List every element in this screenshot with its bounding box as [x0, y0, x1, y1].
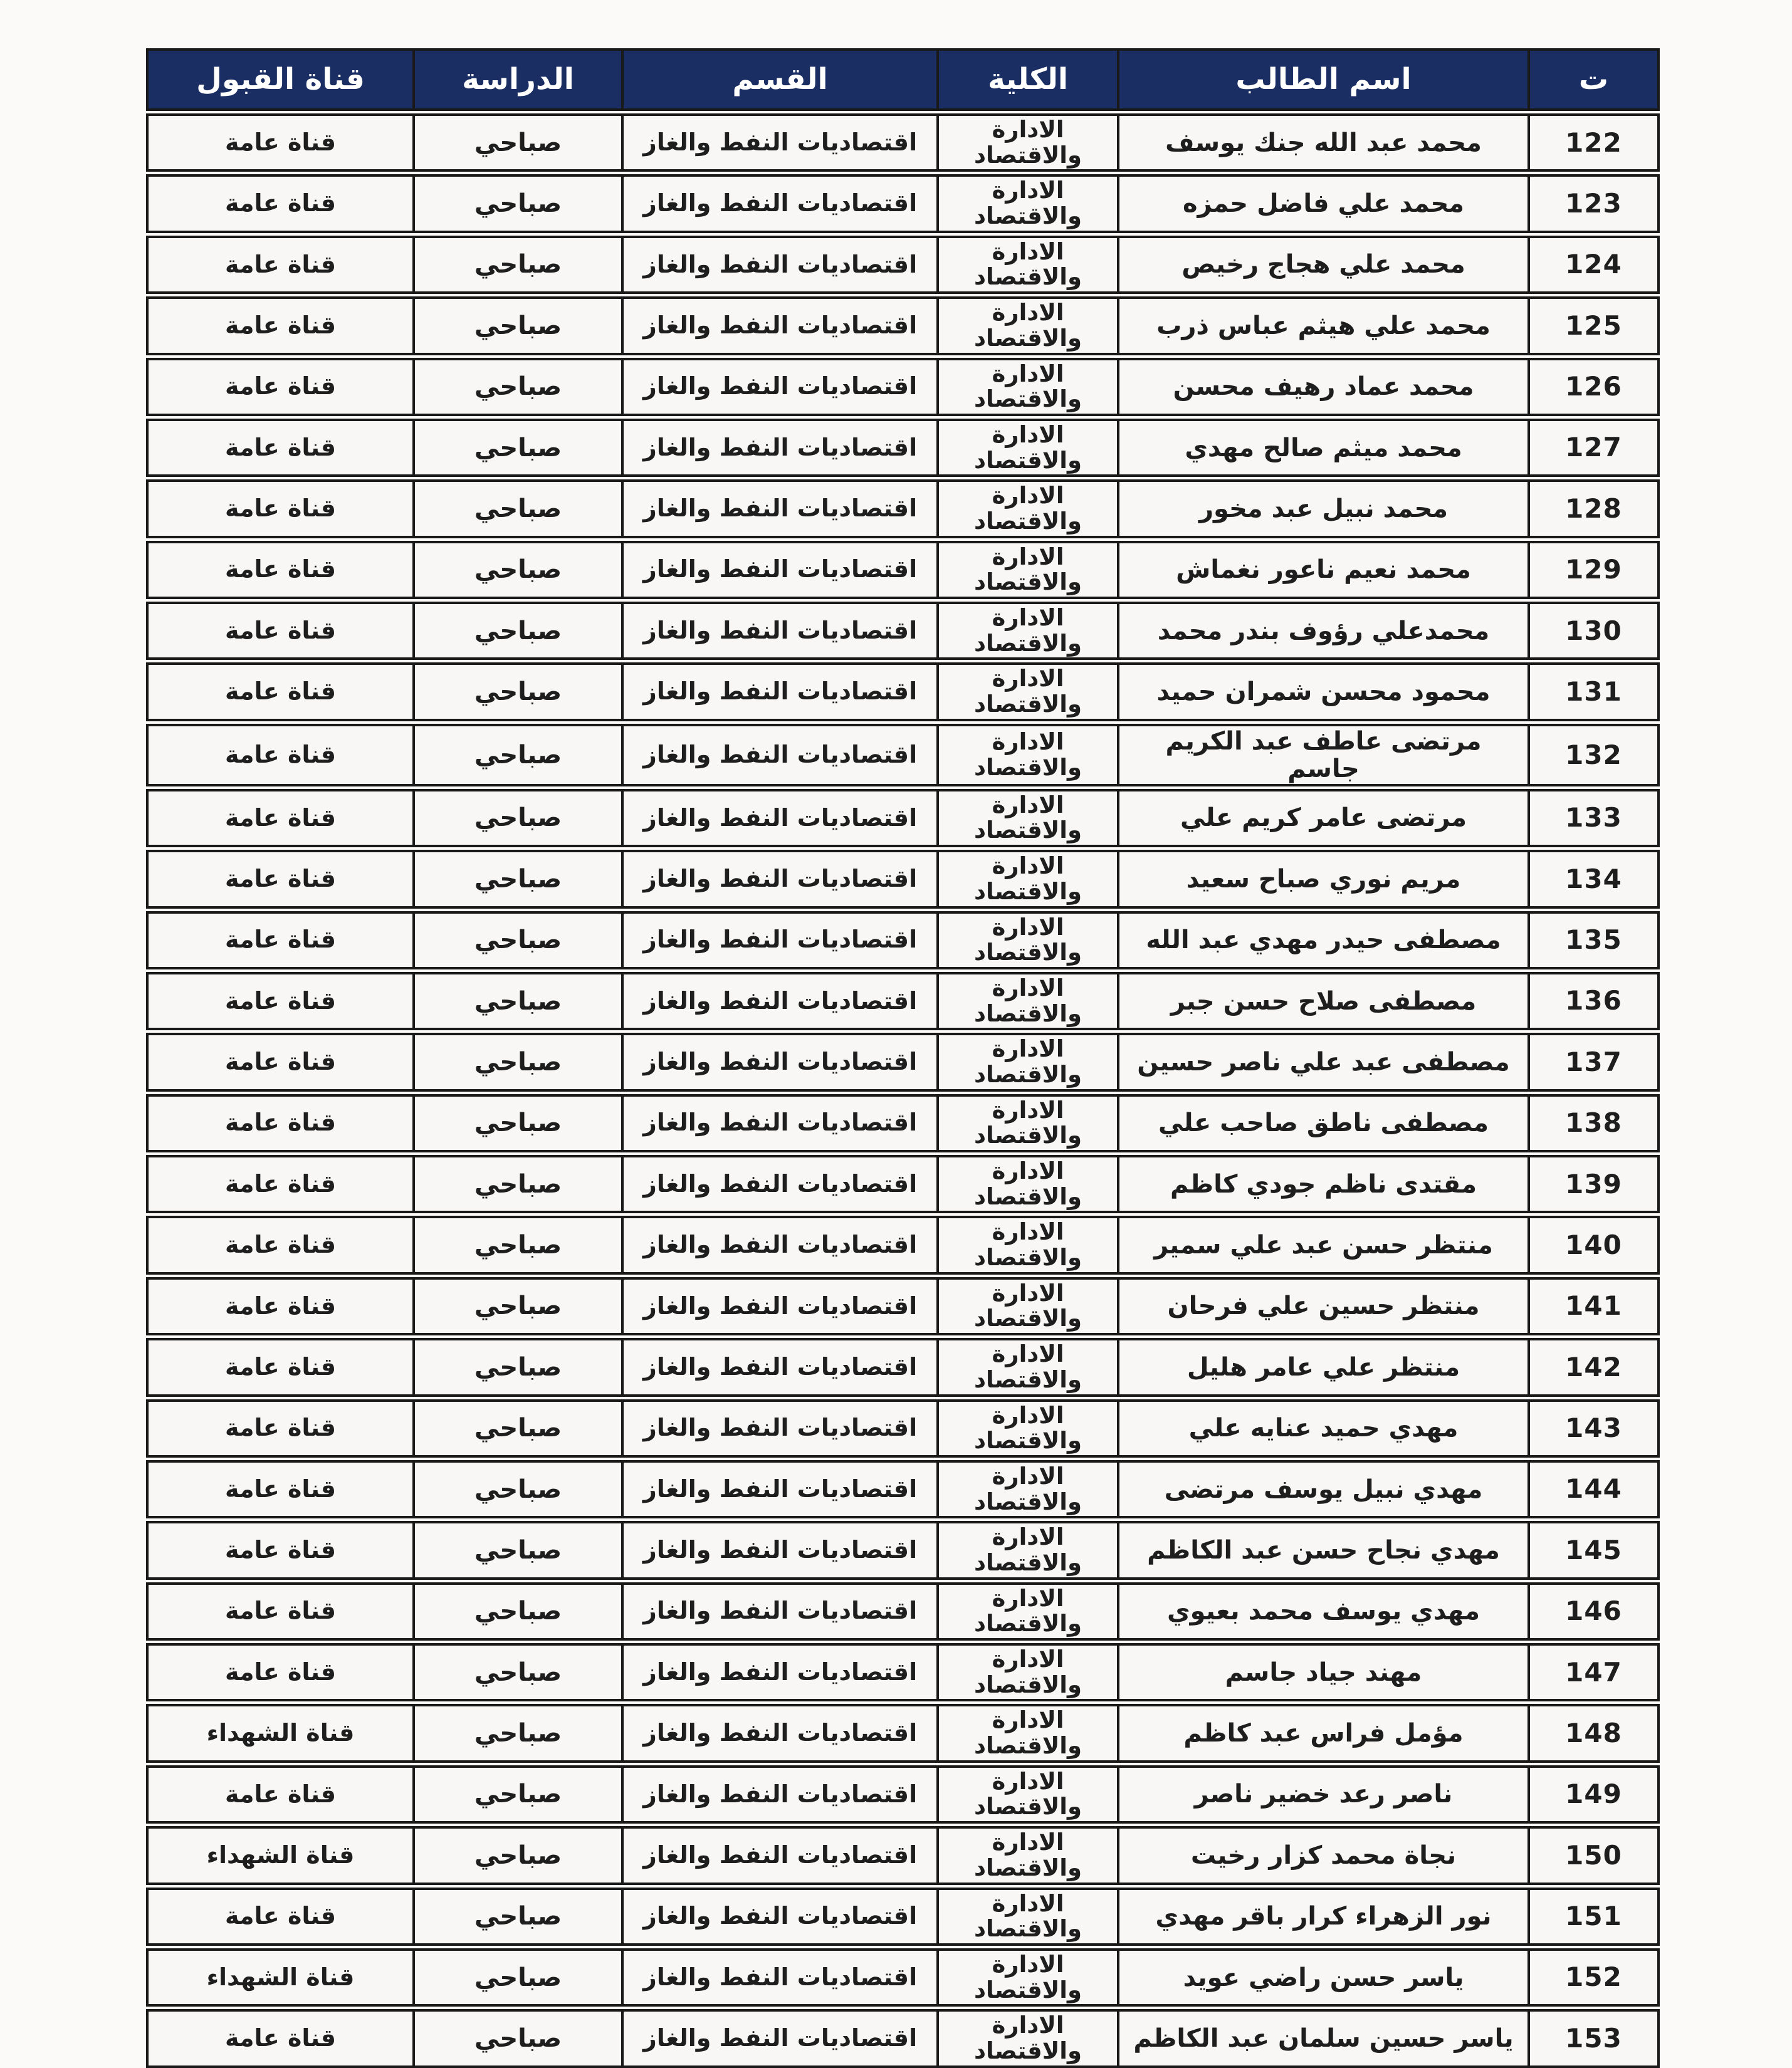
cell-college: الادارة والاقتصاد	[936, 1097, 1117, 1150]
cell-row-number: 132	[1527, 726, 1657, 784]
cell-student-name: مصطفى عبد علي ناصر حسين	[1117, 1035, 1527, 1089]
cell-college: الادارة والاقتصاد	[936, 1951, 1117, 2004]
cell-study-type: صباحي	[412, 974, 621, 1028]
cell-row-number: 150	[1527, 1829, 1657, 1882]
cell-admission-channel: قناة عامة	[224, 1658, 337, 1686]
cell-college: الادارة والاقتصاد	[936, 1585, 1117, 1638]
cell-college: الادارة والاقتصاد	[936, 116, 1117, 169]
cell-department: اقتصاديات النفط والغاز	[621, 665, 936, 718]
cell-department: اقتصاديات النفط والغاز	[621, 791, 936, 845]
cell-admission-channel: قناة عامة	[224, 1352, 337, 1381]
cell-admission-channel: قناة عامة	[224, 803, 337, 832]
cell-student-name: نجاة محمد كزار رخيت	[1117, 1829, 1527, 1882]
cell-student-name: محمد عبد الله جنك يوسف	[1117, 116, 1527, 169]
cell-department: اقتصاديات النفط والغاز	[621, 360, 936, 414]
header-cell-admission-channel: قناة القبول	[196, 62, 365, 97]
cell-row-number: 139	[1527, 1157, 1657, 1211]
cell-row-number: 140	[1527, 1218, 1657, 1272]
cell-row-number: 127	[1527, 421, 1657, 474]
cell-study-type: صباحي	[412, 1463, 621, 1516]
cell-row-number: 145	[1527, 1523, 1657, 1577]
cell-college: الادارة والاقتصاد	[936, 1340, 1117, 1394]
cell-college: الادارة والاقتصاد	[936, 1218, 1117, 1272]
cell-student-name: مهند جياد جاسم	[1117, 1646, 1527, 1699]
cell-row-number: 135	[1527, 914, 1657, 967]
table-row	[146, 1399, 1660, 1458]
cell-row-number: 125	[1527, 299, 1657, 352]
cell-department: اقتصاديات النفط والغاز	[621, 482, 936, 535]
table-row	[146, 1216, 1660, 1274]
cell-college: الادارة والاقتصاد	[936, 299, 1117, 352]
table-row	[146, 1948, 1660, 2007]
cell-admission-channel: قناة عامة	[224, 555, 337, 583]
table-row	[146, 1582, 1660, 1641]
cell-row-number: 141	[1527, 1280, 1657, 1333]
cell-study-type: صباحي	[412, 1218, 621, 1272]
cell-college: الادارة والاقتصاد	[936, 482, 1117, 535]
cell-department: اقتصاديات النفط والغاز	[621, 1585, 936, 1638]
cell-admission-channel: قناة عامة	[224, 372, 337, 400]
cell-admission-channel: قناة عامة	[224, 740, 337, 768]
cell-college: الادارة والاقتصاد	[936, 974, 1117, 1028]
cell-department: اقتصاديات النفط والغاز	[621, 2012, 936, 2065]
cell-admission-channel: قناة عامة	[224, 2024, 337, 2052]
cell-department: اقتصاديات النفط والغاز	[621, 238, 936, 291]
table-row	[146, 911, 1660, 969]
cell-study-type: صباحي	[412, 1646, 621, 1699]
table-row	[146, 1033, 1660, 1091]
table-row	[146, 1521, 1660, 1579]
table-row	[146, 296, 1660, 355]
cell-row-number: 147	[1527, 1646, 1657, 1699]
table-row	[146, 2009, 1660, 2067]
cell-student-name: منتظر حسين علي فرحان	[1117, 1280, 1527, 1333]
cell-college: الادارة والاقتصاد	[936, 177, 1117, 230]
cell-student-name: محمدعلي رؤوف بندر محمد	[1117, 604, 1527, 657]
cell-student-name: مصطفى صلاح حسن جبر	[1117, 974, 1527, 1028]
cell-college: الادارة والاقتصاد	[936, 604, 1117, 657]
table-row	[146, 1765, 1660, 1824]
cell-row-number: 122	[1527, 116, 1657, 169]
cell-row-number: 149	[1527, 1768, 1657, 1821]
cell-study-type: صباحي	[412, 791, 621, 845]
cell-admission-channel: قناة عامة	[224, 1536, 337, 1564]
cell-college: الادارة والاقتصاد	[936, 1523, 1117, 1577]
cell-department: اقتصاديات النفط والغاز	[621, 1340, 936, 1394]
cell-student-name: مهدي نبيل يوسف مرتضى	[1117, 1463, 1527, 1516]
cell-admission-channel: قناة عامة	[224, 128, 337, 156]
cell-admission-channel: قناة عامة	[224, 1475, 337, 1503]
cell-admission-channel: قناة عامة	[224, 986, 337, 1015]
cell-department: اقتصاديات النفط والغاز	[621, 116, 936, 169]
cell-admission-channel: قناة عامة	[224, 1414, 337, 1442]
cell-department: اقتصاديات النفط والغاز	[621, 974, 936, 1028]
cell-college: الادارة والاقتصاد	[936, 360, 1117, 414]
table-row	[146, 1826, 1660, 1884]
cell-student-name: مهدي حميد عنايه علي	[1117, 1402, 1527, 1455]
cell-college: الادارة والاقتصاد	[936, 1402, 1117, 1455]
cell-college: الادارة والاقتصاد	[936, 1646, 1117, 1699]
cell-department: اقتصاديات النفط والغاز	[621, 1097, 936, 1150]
cell-department: اقتصاديات النفط والغاز	[621, 1035, 936, 1089]
cell-department: اقتصاديات النفط والغاز	[621, 421, 936, 474]
cell-college: الادارة والاقتصاد	[936, 1035, 1117, 1089]
cell-department: اقتصاديات النفط والغاز	[621, 914, 936, 967]
cell-row-number: 129	[1527, 543, 1657, 597]
table-row	[146, 1704, 1660, 1762]
cell-department: اقتصاديات النفط والغاز	[621, 1218, 936, 1272]
cell-department: اقتصاديات النفط والغاز	[621, 1157, 936, 1211]
cell-college: الادارة والاقتصاد	[936, 543, 1117, 597]
cell-student-name: محمد نبيل عبد مخور	[1117, 482, 1527, 535]
cell-study-type: صباحي	[412, 543, 621, 597]
cell-college: الادارة والاقتصاد	[936, 852, 1117, 906]
students-admission-table	[146, 48, 1660, 2064]
cell-study-type: صباحي	[412, 1951, 621, 2004]
cell-study-type: صباحي	[412, 914, 621, 967]
cell-row-number: 134	[1527, 852, 1657, 906]
cell-admission-channel: قناة الشهداء	[206, 1841, 355, 1869]
cell-admission-channel: قناة عامة	[224, 616, 337, 644]
table-row	[146, 1643, 1660, 1701]
cell-college: الادارة والاقتصاد	[936, 665, 1117, 718]
header-cell-study-type: الدراسة	[412, 51, 621, 108]
cell-student-name: مهدي نجاح حسن عبد الكاظم	[1117, 1523, 1527, 1577]
cell-department: اقتصاديات النفط والغاز	[621, 1280, 936, 1333]
cell-student-name: محمد علي هجاج رخيص	[1117, 238, 1527, 291]
cell-college: الادارة والاقتصاد	[936, 1768, 1117, 1821]
cell-student-name: ياسر حسن راضي عويد	[1117, 1951, 1527, 2004]
cell-study-type: صباحي	[412, 1340, 621, 1394]
cell-study-type: صباحي	[412, 238, 621, 291]
cell-student-name: منتظر حسن عبد علي سمير	[1117, 1218, 1527, 1272]
cell-college: الادارة والاقتصاد	[936, 238, 1117, 291]
cell-row-number: 138	[1527, 1097, 1657, 1150]
table-row	[146, 113, 1660, 172]
header-cell-student-name: اسم الطالب	[1117, 51, 1527, 108]
table-row	[146, 1460, 1660, 1518]
table-header-row	[146, 48, 1660, 111]
cell-student-name: مؤمل فراس عبد كاظم	[1117, 1706, 1527, 1760]
cell-department: اقتصاديات النفط والغاز	[621, 726, 936, 784]
cell-college: الادارة والاقتصاد	[936, 726, 1117, 784]
cell-study-type: صباحي	[412, 421, 621, 474]
cell-department: اقتصاديات النفط والغاز	[621, 1951, 936, 2004]
cell-student-name: مريم نوري صباح سعيد	[1117, 852, 1527, 906]
cell-admission-channel: قناة عامة	[224, 1048, 337, 1076]
cell-row-number: 146	[1527, 1585, 1657, 1638]
cell-student-name: مهدي يوسف محمد بعيوي	[1117, 1585, 1527, 1638]
cell-admission-channel: قناة عامة	[224, 677, 337, 706]
cell-admission-channel: قناة عامة	[224, 864, 337, 892]
cell-college: الادارة والاقتصاد	[936, 421, 1117, 474]
table-row	[146, 972, 1660, 1030]
cell-admission-channel: قناة عامة	[224, 1902, 337, 1930]
cell-admission-channel: قناة عامة	[224, 1780, 337, 1808]
cell-student-name: مرتضى عاطف عبد الكريم جاسم	[1117, 726, 1527, 784]
cell-study-type: صباحي	[412, 1157, 621, 1211]
cell-row-number: 151	[1527, 1890, 1657, 1943]
cell-student-name: مقتدى ناظم جودي كاظم	[1117, 1157, 1527, 1211]
cell-admission-channel: قناة عامة	[224, 926, 337, 954]
cell-study-type: صباحي	[412, 177, 621, 230]
cell-study-type: صباحي	[412, 852, 621, 906]
cell-department: اقتصاديات النفط والغاز	[621, 1402, 936, 1455]
cell-study-type: صباحي	[412, 1097, 621, 1150]
cell-study-type: صباحي	[412, 1523, 621, 1577]
cell-admission-channel: قناة عامة	[224, 1292, 337, 1320]
cell-row-number: 153	[1527, 2012, 1657, 2065]
cell-college: الادارة والاقتصاد	[936, 1706, 1117, 1760]
cell-admission-channel: قناة عامة	[224, 1231, 337, 1259]
cell-department: اقتصاديات النفط والغاز	[621, 1768, 936, 1821]
cell-admission-channel: قناة عامة	[224, 1109, 337, 1137]
cell-department: اقتصاديات النفط والغاز	[621, 852, 936, 906]
cell-department: اقتصاديات النفط والغاز	[621, 1523, 936, 1577]
cell-study-type: صباحي	[412, 726, 621, 784]
cell-row-number: 130	[1527, 604, 1657, 657]
cell-study-type: صباحي	[412, 1280, 621, 1333]
cell-department: اقتصاديات النفط والغاز	[621, 1706, 936, 1760]
cell-study-type: صباحي	[412, 1890, 621, 1943]
cell-row-number: 152	[1527, 1951, 1657, 2004]
cell-admission-channel: قناة الشهداء	[206, 1719, 355, 1747]
table-row	[146, 236, 1660, 294]
table-row	[146, 789, 1660, 847]
table-row	[146, 174, 1660, 232]
cell-study-type: صباحي	[412, 604, 621, 657]
cell-admission-channel: قناة عامة	[224, 1597, 337, 1625]
cell-student-name: محمد نعيم ناعور نغماش	[1117, 543, 1527, 597]
cell-college: الادارة والاقتصاد	[936, 1829, 1117, 1882]
cell-row-number: 136	[1527, 974, 1657, 1028]
cell-row-number: 126	[1527, 360, 1657, 414]
cell-admission-channel: قناة عامة	[224, 250, 337, 278]
cell-student-name: محمد علي فاضل حمزه	[1117, 177, 1527, 230]
table-row	[146, 1338, 1660, 1396]
header-cell-college: الكلية	[936, 51, 1117, 108]
cell-college: الادارة والاقتصاد	[936, 791, 1117, 845]
cell-department: اقتصاديات النفط والغاز	[621, 299, 936, 352]
cell-college: الادارة والاقتصاد	[936, 1157, 1117, 1211]
cell-student-name: ناصر رعد خضير ناصر	[1117, 1768, 1527, 1821]
cell-student-name: محمد ميثم صالح مهدي	[1117, 421, 1527, 474]
cell-college: الادارة والاقتصاد	[936, 1463, 1117, 1516]
cell-admission-channel: قناة عامة	[224, 189, 337, 217]
cell-row-number: 148	[1527, 1706, 1657, 1760]
table-row	[146, 850, 1660, 908]
cell-study-type: صباحي	[412, 1829, 621, 1882]
cell-department: اقتصاديات النفط والغاز	[621, 1890, 936, 1943]
header-cell-no: ت	[1527, 51, 1657, 108]
cell-department: اقتصاديات النفط والغاز	[621, 543, 936, 597]
table-row	[146, 602, 1660, 660]
cell-college: الادارة والاقتصاد	[936, 1890, 1117, 1943]
cell-study-type: صباحي	[412, 482, 621, 535]
cell-college: الادارة والاقتصاد	[936, 914, 1117, 967]
cell-row-number: 123	[1527, 177, 1657, 230]
cell-study-type: صباحي	[412, 2012, 621, 2065]
cell-admission-channel: قناة عامة	[224, 433, 337, 461]
cell-study-type: صباحي	[412, 1035, 621, 1089]
cell-student-name: مصطفى ناطق صاحب علي	[1117, 1097, 1527, 1150]
cell-student-name: منتظر علي عامر هليل	[1117, 1340, 1527, 1394]
cell-row-number: 142	[1527, 1340, 1657, 1394]
table-row	[146, 358, 1660, 416]
cell-department: اقتصاديات النفط والغاز	[621, 177, 936, 230]
cell-study-type: صباحي	[412, 1585, 621, 1638]
cell-student-name: محمود محسن شمران حميد	[1117, 665, 1527, 718]
cell-department: اقتصاديات النفط والغاز	[621, 604, 936, 657]
table-row	[146, 1277, 1660, 1335]
cell-admission-channel: قناة عامة	[224, 1169, 337, 1198]
cell-student-name: مرتضى عامر كريم علي	[1117, 791, 1527, 845]
cell-college: الادارة والاقتصاد	[936, 1280, 1117, 1333]
cell-admission-channel: قناة عامة	[224, 311, 337, 339]
table-row	[146, 724, 1660, 786]
table-row	[146, 662, 1660, 721]
table-row	[146, 479, 1660, 538]
cell-study-type: صباحي	[412, 116, 621, 169]
cell-row-number: 124	[1527, 238, 1657, 291]
cell-row-number: 137	[1527, 1035, 1657, 1089]
cell-student-name: مصطفى حيدر مهدي عبد الله	[1117, 914, 1527, 967]
cell-college: الادارة والاقتصاد	[936, 2012, 1117, 2065]
cell-student-name: محمد علي هيثم عباس ذرب	[1117, 299, 1527, 352]
table-row	[146, 1094, 1660, 1152]
cell-admission-channel: قناة عامة	[224, 494, 337, 523]
cell-study-type: صباحي	[412, 1706, 621, 1760]
cell-admission-channel: قناة الشهداء	[206, 1963, 355, 1991]
cell-row-number: 128	[1527, 482, 1657, 535]
cell-study-type: صباحي	[412, 1768, 621, 1821]
cell-study-type: صباحي	[412, 299, 621, 352]
table-row	[146, 419, 1660, 477]
cell-student-name: نور الزهراء كرار باقر مهدي	[1117, 1890, 1527, 1943]
cell-row-number: 143	[1527, 1402, 1657, 1455]
cell-study-type: صباحي	[412, 360, 621, 414]
table-row	[146, 541, 1660, 599]
cell-student-name: ياسر حسين سلمان عبد الكاظم	[1117, 2012, 1527, 2065]
cell-row-number: 131	[1527, 665, 1657, 718]
table-row	[146, 1155, 1660, 1213]
cell-row-number: 133	[1527, 791, 1657, 845]
cell-department: اقتصاديات النفط والغاز	[621, 1463, 936, 1516]
cell-department: اقتصاديات النفط والغاز	[621, 1646, 936, 1699]
table-row	[146, 1888, 1660, 1946]
cell-study-type: صباحي	[412, 1402, 621, 1455]
cell-study-type: صباحي	[412, 665, 621, 718]
cell-student-name: محمد عماد رهيف محسن	[1117, 360, 1527, 414]
cell-row-number: 144	[1527, 1463, 1657, 1516]
cell-department: اقتصاديات النفط والغاز	[621, 1829, 936, 1882]
header-cell-department: القسم	[621, 51, 936, 108]
